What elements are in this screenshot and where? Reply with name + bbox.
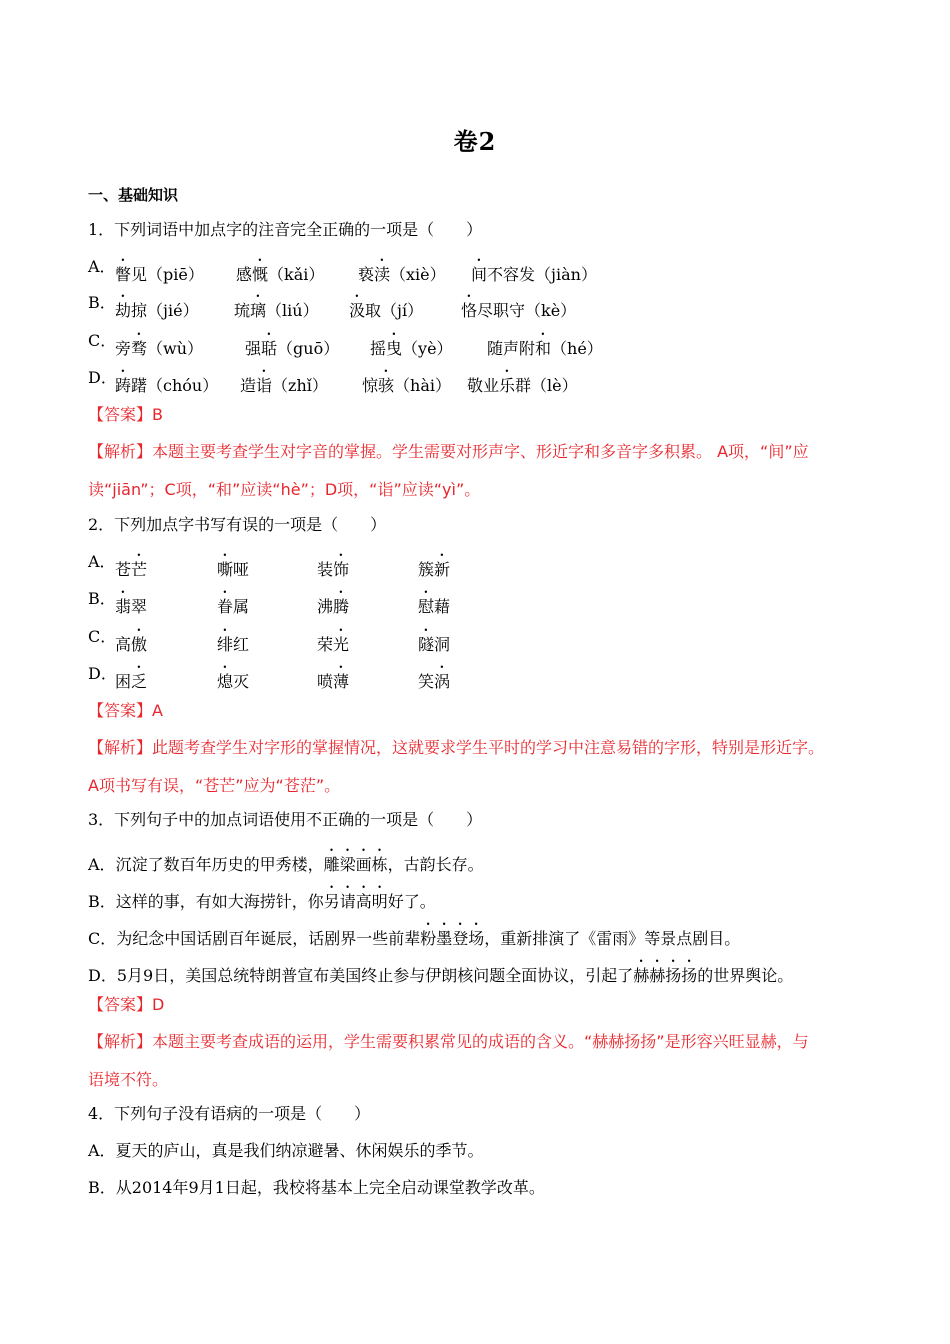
q1-option-c-word-4: 随声附和（hé） [487,339,603,358]
q1-explanation-line1: 【解析】本题主要考查学生对字音的掌握。学生需要对形声字、形近字和多音字多积累。 A项，“间”应 [88,442,809,461]
q3-option-d: D．5月9日，美国总统特朗普宣布美国终止参与伊朗核问题全面协议，引起了赫赫扬扬的世界舆论。 [88,966,794,985]
q3-c-emphasized-word: 粉墨登场 [420,929,485,948]
q2-option-c-word-1: 高傲 [115,635,148,654]
q2-stem: 2．下列加点字书写有误的一项是（ ） [88,515,387,534]
q3-option-a: A．沉淀了数百年历史的甲秀楼，雕梁画栋，古韵长存。 [88,855,484,874]
q1-option-a-word-1: 瞥见（piē） [115,265,204,284]
q2-option-b-word-1: 翡翠 [115,597,148,616]
q2-option-a-word-2: 嘶哑 [217,560,250,579]
q2-option-c-label: C． [88,627,117,646]
q3-stem: 3．下列句子中的加点词语使用不正确的一项是（ ） [88,810,483,829]
q1-option-b-label: B． [88,293,116,312]
q3-a-emphasized-word: 雕梁画栋 [323,855,388,874]
q2-option-a-word-4: 簇新 [418,560,451,579]
q2-option-b-word-3: 沸腾 [317,597,350,616]
q1-explanation-line2: 读“jiān”；C项，“和”应读“hè”；D项，“诣”应读“yì”。 [88,480,481,499]
q3-answer: 【答案】D [88,995,165,1014]
q3-option-b: B．这样的事，有如大海捞针，你另请高明好了。 [88,892,436,911]
q2-option-d-word-4: 笑涡 [418,672,451,691]
q2-option-c-word-4: 隧洞 [418,635,451,654]
q2-explanation-line2: A项书写有误，“苍芒”应为“苍茫”。 [88,776,341,795]
q2-option-d-label: D． [88,664,117,683]
page-title: 卷2 [453,127,497,156]
q2-option-c-word-2: 绯红 [217,635,250,654]
q4-option-b: B．从2014年9月1日起，我校将基本上完全启动课堂教学改革。 [88,1178,545,1197]
q1-option-b-word-2: 琉璃（liú） [234,301,319,320]
q2-option-d-word-1: 困乏 [115,672,148,691]
q3-explanation-line2: 语境不符。 [88,1070,169,1089]
q2-option-b-word-4: 慰藉 [418,597,451,616]
q3-explanation-line1: 【解析】本题主要考查成语的运用，学生需要积累常见的成语的含义。“赫赫扬扬”是形容兴旺显赫，与 [88,1032,809,1051]
q2-option-a-word-3: 装饰 [317,560,350,579]
q1-option-b-word-3: 汲取（jí） [349,301,424,320]
q3-option-c: C．为纪念中国话剧百年诞辰，话剧界一些前辈粉墨登场，重新排演了《雷雨》等景点剧目。 [88,929,741,948]
q4-option-a: A．夏天的庐山，真是我们纳凉避暑、休闲娱乐的季节。 [88,1141,484,1160]
q1-option-d-word-4: 敬业乐群（lè） [467,376,578,395]
q1-option-d-label: D． [88,368,117,387]
q1-option-a-word-3: 亵渎（xiè） [358,265,446,284]
q1-option-d-word-2: 造诣（zhǐ） [240,376,328,395]
q1-option-c-word-3: 摇曳（yè） [370,339,453,358]
q2-option-b-word-2: 眷属 [217,597,250,616]
q1-option-c-label: C． [88,331,117,350]
q2-option-b-label: B． [88,589,116,608]
q1-option-d-word-3: 惊骇（hài） [362,376,451,395]
q2-option-a-label: A． [88,552,116,571]
q1-option-c-word-1: 旁骛（wù） [115,339,204,358]
q1-option-b-word-4: 恪尽职守（kè） [461,301,577,320]
q1-stem: 1．下列词语中加点字的注音完全正确的一项是（ ） [88,220,483,239]
q3-d-emphasized-word: 赫赫扬扬 [633,966,698,985]
q2-option-a-word-1: 苍芒 [115,560,148,579]
q2-option-c-word-3: 荣光 [317,635,350,654]
q1-option-d-word-1: 踌躇（chóu） [115,376,219,395]
q1-answer: 【答案】B [88,405,163,424]
q1-option-b-word-1: 劫掠（jié） [115,301,199,320]
q2-option-d-word-2: 熄灭 [217,672,250,691]
section-heading: 一、基础知识 [88,186,179,204]
q2-explanation-line1: 【解析】此题考查学生对字形的掌握情况，这就要求学生平时的学习中注意易错的字形，特别是形近字。 [88,738,825,757]
q4-stem: 4．下列句子没有语病的一项是（ ） [88,1104,371,1123]
q1-option-c-word-2: 强聒（guō） [245,339,340,358]
q3-b-emphasized-word: 另请高明 [323,892,388,911]
q1-option-a-word-4: 间不容发（jiàn） [471,265,597,284]
q1-option-a-word-2: 感慨（kǎi） [236,265,325,284]
q2-option-d-word-3: 喷薄 [317,672,350,691]
q1-option-a-label: A． [88,257,116,276]
q2-answer: 【答案】A [88,701,163,720]
